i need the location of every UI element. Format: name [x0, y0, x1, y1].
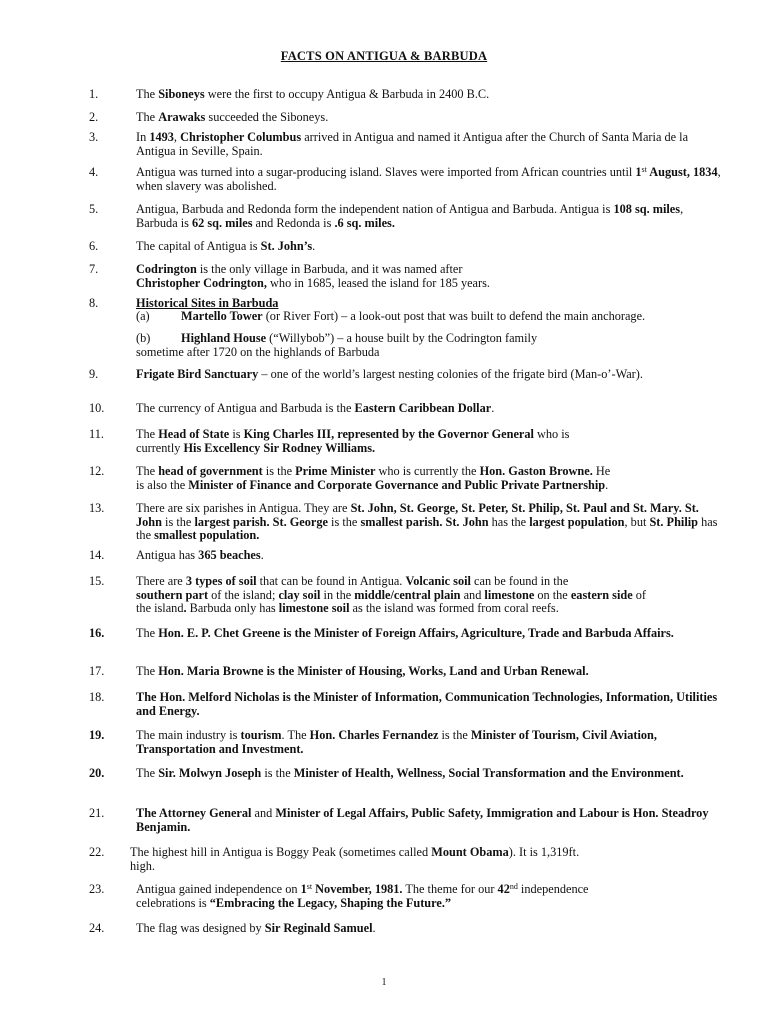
- bold-text: Hon. Charles Fernandez: [309, 728, 439, 742]
- bold-text: Arawaks: [158, 110, 206, 124]
- fact-number: 5.: [89, 202, 99, 216]
- superscript-text: st: [641, 165, 647, 174]
- text-run: Antigua gained independence on: [136, 882, 301, 896]
- bold-text: Frigate Bird Sanctuary: [136, 367, 259, 381]
- fact-number: 7.: [89, 262, 99, 276]
- bold-text: 42: [497, 882, 510, 896]
- text-run: is the: [438, 728, 471, 742]
- fact-number: 12.: [89, 464, 105, 478]
- bold-text: November, 1981.: [312, 882, 403, 896]
- text-run: of: [632, 587, 646, 602]
- bold-text: Minister of Finance and Corporate Governance and Public Private Partnership: [188, 477, 606, 492]
- text-run: (“Willybob”) – a house built by the Codrington family: [266, 331, 538, 345]
- bold-text: August, 1834: [646, 165, 718, 179]
- text-run: The main industry is: [136, 728, 241, 742]
- text-run: Antigua has: [136, 548, 199, 562]
- bold-text: Hon. Gaston Browne.: [479, 464, 593, 478]
- text-run: the island: [136, 601, 184, 615]
- text-run: were the first to occupy Antigua & Barbuda in 2400 B.C.: [204, 87, 490, 101]
- bold-text: Sir. Molwyn Joseph: [158, 766, 262, 780]
- fact-number: 24.: [89, 921, 105, 935]
- bold-text: Siboneys: [158, 87, 205, 101]
- fact-number: 11.: [89, 427, 104, 441]
- fact-number: 17.: [89, 664, 105, 678]
- fact-number: 23.: [89, 882, 105, 896]
- bold-text: 62 sq. miles: [192, 215, 253, 230]
- bold-text: Minister of Tourism, Civil Aviation, Transportation and Investment.: [136, 728, 657, 756]
- text-run: The: [136, 766, 159, 780]
- fact-text: [136, 575, 726, 616]
- superscript-text: st: [306, 882, 313, 891]
- bold-text: Hon. E. P. Chet Greene is the Minister of Foreign Affairs, Agriculture, Trade and Barbuda Affairs.: [158, 626, 674, 640]
- fact-text: [136, 549, 726, 563]
- text-run: – one of the world’s largest nesting colonies of the frigate bird (Man-o’-War).: [258, 367, 643, 381]
- bold-text: St. Philip: [649, 514, 698, 529]
- text-run: is the: [161, 514, 195, 529]
- fact-text: [136, 111, 726, 125]
- sub-item-label: (a): [136, 309, 150, 323]
- fact-text: [136, 767, 726, 781]
- fact-text: [136, 296, 726, 359]
- fact-text: [136, 665, 726, 679]
- text-run: The: [136, 664, 159, 678]
- section-heading: Historical Sites in Barbuda: [136, 296, 279, 310]
- fact-text: [136, 428, 726, 455]
- text-run: .: [491, 401, 495, 415]
- fact-text: [136, 368, 726, 382]
- text-run: Antigua was turned into a sugar-producing island. Slaves were imported from African countries until: [136, 165, 636, 179]
- bold-text: Christopher Codrington,: [136, 275, 267, 290]
- text-run: is: [229, 427, 244, 441]
- text-run: .: [372, 921, 376, 935]
- text-run: is also the: [136, 477, 189, 492]
- bold-text: 1: [300, 882, 307, 896]
- text-run: on the: [534, 587, 571, 602]
- text-run: .: [312, 239, 316, 253]
- bold-text: limestone: [484, 587, 535, 602]
- bold-text: smallest parish. St. John: [360, 514, 489, 529]
- bold-text: southern part: [136, 587, 209, 602]
- text-run: ,: [173, 130, 181, 144]
- fact-text: [136, 502, 726, 543]
- bold-text: Eastern Caribbean Dollar: [354, 401, 492, 415]
- text-run: The: [136, 87, 159, 101]
- bold-text: Hon. Maria Browne is the Minister of Housing, Works, Land and Urban Renewal.: [158, 664, 589, 678]
- bold-text: middle/central plain: [354, 587, 461, 602]
- bold-text: Head of State: [158, 427, 230, 441]
- text-run: The highest hill in Antigua is Boggy Peak (sometimes called: [130, 845, 432, 859]
- bold-text: Christopher Columbus: [180, 130, 302, 144]
- bold-text: His Excellency Sir Rodney Williams.: [183, 440, 376, 455]
- bold-text: Highland House: [181, 331, 267, 345]
- fact-number: 9.: [89, 367, 99, 381]
- fact-text: [136, 883, 726, 910]
- text-run: is the only village in Barbuda, and it was named after: [196, 262, 463, 276]
- bold-text: largest parish. St. George: [194, 514, 328, 529]
- fact-text: [136, 807, 726, 834]
- fact-text: [136, 402, 726, 416]
- text-run: arrived in Antigua and named it Antigua after the Church of Santa Maria de la Antigua in Seville, Spain.: [136, 130, 689, 158]
- bold-text: Sir Reginald Samuel: [264, 921, 373, 935]
- fact-number: 19.: [89, 728, 105, 742]
- bold-text: .6 sq. miles.: [334, 215, 395, 230]
- fact-text: [136, 922, 726, 936]
- text-run: , when slavery was abolished.: [136, 165, 721, 193]
- bold-text: Codrington: [136, 262, 197, 276]
- bold-text: Minister of Legal Affairs, Public Safety, Immigration and Labour is Hon. Steadroy Benjamin.: [136, 806, 709, 834]
- text-run: currently: [136, 440, 184, 455]
- fact-text: [136, 263, 726, 290]
- text-run: In: [136, 130, 150, 144]
- bold-text: .: [183, 601, 187, 615]
- bold-text: 365 beaches: [198, 548, 261, 562]
- bold-text: Minister of Health, Wellness, Social Transformation and the Environment.: [293, 766, 684, 780]
- sub-item: [136, 310, 726, 324]
- superscript-text: nd: [509, 882, 518, 891]
- page-number: 1: [381, 977, 387, 988]
- sub-item-label: (b): [136, 331, 151, 345]
- text-run: of the island;: [208, 587, 279, 602]
- fact-number: 8.: [89, 296, 99, 310]
- text-run: The theme for our: [402, 882, 498, 896]
- text-run: sometime after 1720 on the highlands of Barbuda: [136, 344, 380, 359]
- bold-text: 108 sq. miles: [613, 202, 681, 216]
- bold-text: smallest population.: [154, 528, 260, 542]
- bold-text: 1493: [149, 130, 174, 144]
- text-run: .: [605, 477, 609, 492]
- text-run: ). It is 1,319ft.: [508, 845, 580, 859]
- text-run: The: [136, 464, 159, 478]
- text-run: as the island was formed from coral reefs.: [349, 601, 559, 615]
- bold-text: eastern side: [570, 587, 633, 602]
- text-run: and: [251, 806, 276, 820]
- text-run: . The: [281, 728, 310, 742]
- text-run: The: [136, 110, 159, 124]
- text-run: who in 1685, leased the island for 185 years.: [266, 275, 490, 290]
- text-run: The currency of Antigua and Barbuda is the: [136, 401, 355, 415]
- fact-number: 14.: [89, 548, 105, 562]
- bold-text: Martello Tower: [181, 309, 263, 323]
- text-run: and Redonda is: [252, 215, 335, 230]
- fact-text: [136, 131, 726, 158]
- fact-number: 21.: [89, 806, 105, 820]
- text-run: independence: [517, 882, 589, 896]
- text-run: celebrations is: [136, 895, 210, 910]
- fact-text: [136, 203, 726, 230]
- bold-text: The Hon. Melford Nicholas is the Minister of Information, Communication Technologies, Information, Utilities and Energy.: [136, 690, 718, 718]
- text-run: that can be found in Antigua.: [256, 574, 406, 588]
- text-run: There are: [136, 574, 186, 588]
- fact-number: 16.: [89, 626, 105, 640]
- fact-text: [130, 846, 720, 873]
- text-run: The: [136, 626, 159, 640]
- fact-number: 10.: [89, 401, 105, 415]
- document-title: FACTS ON ANTIGUA & BARBUDA: [280, 49, 488, 63]
- bold-text: limestone soil: [278, 601, 350, 615]
- text-run: The flag was designed by: [136, 921, 265, 935]
- text-run: and: [460, 587, 485, 602]
- text-run: .: [260, 548, 264, 562]
- fact-text: [136, 240, 726, 254]
- fact-number: 15.: [89, 574, 105, 588]
- text-run: high.: [130, 858, 155, 873]
- text-run: in the: [320, 587, 355, 602]
- text-run: is the: [261, 766, 294, 780]
- text-run: can be found in the: [470, 574, 569, 588]
- text-run: who is currently the: [375, 464, 480, 478]
- fact-text: [136, 627, 726, 641]
- fact-text: [136, 465, 726, 492]
- fact-number: 20.: [89, 766, 105, 780]
- text-run: He: [592, 464, 611, 478]
- text-run: The: [136, 427, 159, 441]
- bold-text: “Embracing the Legacy, Shaping the Future.”: [209, 895, 452, 910]
- text-run: (or River Fort) – a look-out post that was built to defend the main anchorage.: [262, 309, 646, 323]
- bold-text: The Attorney General: [136, 806, 252, 820]
- bold-text: Volcanic soil: [405, 574, 471, 588]
- fact-text: [136, 166, 726, 193]
- text-run: has the: [136, 514, 718, 542]
- fact-number: 22.: [89, 845, 105, 859]
- bold-text: clay soil: [278, 587, 321, 602]
- fact-text: [136, 729, 726, 756]
- fact-number: 1.: [89, 87, 99, 101]
- text-run: is the: [262, 464, 296, 478]
- text-run: is the: [327, 514, 361, 529]
- fact-number: 6.: [89, 239, 99, 253]
- fact-number: 4.: [89, 165, 99, 179]
- bold-text: 1: [635, 165, 642, 179]
- bold-text: Mount Obama: [431, 845, 509, 859]
- text-run: has the: [488, 514, 530, 529]
- fact-number: 3.: [89, 130, 99, 144]
- bold-text: St. John, St. George, St. Peter, St. Philip, St. Paul and St. Mary. St. John: [136, 501, 699, 529]
- text-run: Antigua, Barbuda and Redonda form the independent nation of Antigua and Barbuda. Antigua is: [136, 202, 614, 216]
- sub-item: [136, 332, 726, 359]
- text-run: The capital of Antigua is: [136, 239, 261, 253]
- bold-text: 3 types of soil: [185, 574, 257, 588]
- text-run: There are six parishes in Antigua. They are: [136, 501, 351, 515]
- text-run: who is: [533, 427, 570, 441]
- bold-text: St. John’s: [260, 239, 313, 253]
- bold-text: Prime Minister: [295, 464, 376, 478]
- bold-text: King Charles III, represented by the Governor General: [243, 427, 534, 441]
- bold-text: largest population: [529, 514, 625, 529]
- bold-text: head of government: [158, 464, 263, 478]
- fact-number: 18.: [89, 690, 105, 704]
- fact-number: 2.: [89, 110, 99, 124]
- fact-text: [136, 691, 726, 718]
- fact-number: 13.: [89, 501, 105, 515]
- fact-text: [136, 88, 726, 102]
- text-run: Barbuda only has: [186, 601, 279, 615]
- text-run: , but: [624, 514, 650, 529]
- text-run: succeeded the Siboneys.: [205, 110, 329, 124]
- bold-text: tourism: [240, 728, 282, 742]
- text-run: , Barbuda is: [136, 202, 684, 230]
